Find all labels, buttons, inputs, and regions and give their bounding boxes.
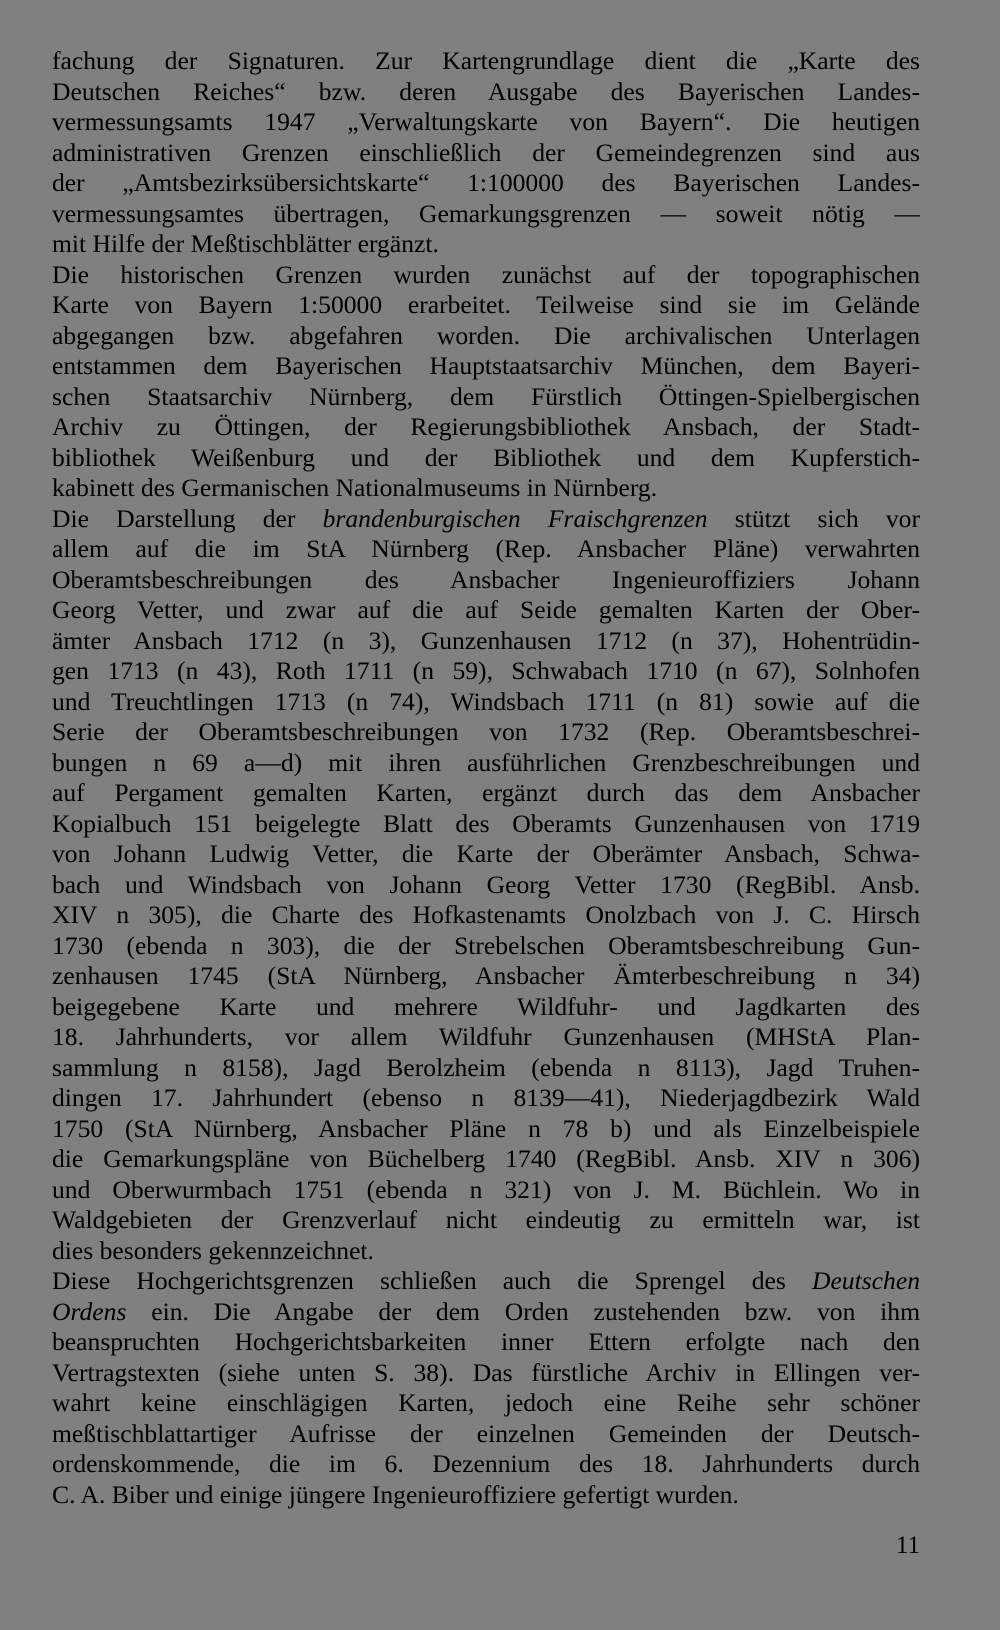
text-line xyxy=(52,900,920,931)
text-line xyxy=(52,778,920,809)
text-line xyxy=(52,565,920,596)
text-segment: bach und Windsbach von Johann Georg Vetter 1730 (RegBibl. Ansb. xyxy=(52,869,920,899)
text-segment: C. A. Biber und einige jüngere Ingenieuroffiziere gefertigt wurden. xyxy=(52,1479,739,1509)
text-line xyxy=(52,1114,920,1145)
text-segment: Karte von Bayern 1:50000 erarbeitet. Teilweise sind sie im Gelände xyxy=(52,290,920,319)
text-segment: Serie der Oberamtsbeschreibungen von 1732 (Rep. Oberamtsbeschrei- xyxy=(52,717,920,746)
text-line xyxy=(52,1327,920,1358)
text-line xyxy=(52,1297,920,1328)
italic-text: brandenburgischen Fraischgrenzen xyxy=(322,503,708,533)
text-line xyxy=(52,107,920,138)
text-segment: ämter Ansbach 1712 (n 3), Gunzenhausen 1712 (n 37), Hohentrüdin- xyxy=(52,625,920,655)
page-number: 11 xyxy=(895,1532,920,1559)
text-segment: Kopialbuch 151 beigelegte Blatt des Oberamts Gunzenhausen von 1719 xyxy=(52,808,920,838)
text-line xyxy=(52,1358,920,1389)
text-line xyxy=(52,1419,920,1450)
text-line xyxy=(52,382,920,413)
text-line xyxy=(52,443,920,474)
text-line xyxy=(52,839,920,870)
paragraph xyxy=(52,504,920,1267)
italic-text: Ordens xyxy=(52,1296,127,1326)
text-line xyxy=(52,290,920,321)
paragraph xyxy=(52,260,920,504)
text-line xyxy=(52,1083,920,1114)
text-segment: die Gemarkungspläne von Büchelberg 1740 (RegBibl. Ansb. XIV n 306) xyxy=(52,1144,920,1173)
page-body xyxy=(52,46,920,1510)
text-segment: beigegebene Karte und mehrere Wildfuhr- und Jagdkarten des xyxy=(52,991,920,1021)
text-segment: und Treuchtlingen 1713 (n 74), Windsbach 1711 (n 81) sowie auf die xyxy=(52,686,920,716)
text-line xyxy=(52,809,920,840)
text-line xyxy=(52,473,920,504)
text-line xyxy=(52,168,920,199)
text-segment: wahrt keine einschlägigen Karten, jedoch eine Reihe sehr schöner xyxy=(52,1388,920,1417)
text-segment: Vertragstexten (siehe unten S. 38). Das fürstliche Archiv in Ellingen ver- xyxy=(52,1357,920,1387)
text-segment: administrativen Grenzen einschließlich der Gemeindegrenzen sind aus xyxy=(52,137,920,167)
text-line xyxy=(52,46,920,77)
paragraph xyxy=(52,46,920,260)
text-line xyxy=(52,1205,920,1236)
text-segment: sammlung n 8158), Jagd Berolzheim (ebenda n 8113), Jagd Truhen- xyxy=(52,1052,920,1082)
text-segment: Die historischen Grenzen wurden zunächst auf der topographischen xyxy=(52,259,920,289)
text-line xyxy=(52,1388,920,1419)
italic-text: Deutschen xyxy=(811,1266,920,1295)
text-segment: auf Pergament gemalten Karten, ergänzt durch das dem Ansbacher xyxy=(52,778,920,807)
text-line xyxy=(52,412,920,443)
text-line xyxy=(52,351,920,382)
text-line xyxy=(52,626,920,657)
text-line xyxy=(52,992,920,1023)
text-segment: Die Darstellung der xyxy=(52,503,323,533)
text-segment: der „Amtsbezirksübersichtskarte“ 1:100000 des Bayerischen Landes- xyxy=(52,168,920,197)
text-segment: zenhausen 1745 (StA Nürnberg, Ansbacher Ämterbeschreibung n 34) xyxy=(52,961,920,990)
text-segment: entstammen dem Bayerischen Hauptstaatsarchiv München, dem Bayeri- xyxy=(52,351,920,380)
text-line xyxy=(52,748,920,779)
text-segment: bibliothek Weißenburg und der Bibliothek und dem Kupferstich- xyxy=(52,442,920,472)
text-segment: und Oberwurmbach 1751 (ebenda n 321) von J. M. Büchlein. Wo in xyxy=(52,1174,920,1204)
text-segment: abgegangen bzw. abgefahren worden. Die archivalischen Unterlagen xyxy=(52,320,920,350)
text-segment: Archiv zu Öttingen, der Regierungsbibliothek Ansbach, der Stadt- xyxy=(52,412,920,441)
text-segment: Georg Vetter, und zwar auf die auf Seide gemalten Karten der Ober- xyxy=(52,595,920,624)
text-segment: 1750 (StA Nürnberg, Ansbacher Pläne n 78 b) und als Einzelbeispiele xyxy=(52,1113,920,1143)
text-segment: Oberamtsbeschreibungen des Ansbacher Ingenieuroffiziers Johann xyxy=(52,564,920,594)
paragraph xyxy=(52,1266,920,1510)
text-line xyxy=(52,1236,920,1267)
text-segment: vermessungsamts 1947 „Verwaltungskarte von Bayern“. Die heutigen xyxy=(52,107,920,136)
text-segment: ordenskommende, die im 6. Dezennium des 18. Jahrhunderts durch xyxy=(52,1449,920,1478)
text-line xyxy=(52,199,920,230)
text-line xyxy=(52,77,920,108)
text-segment: dingen 17. Jahrhundert (ebenso n 8139—41), Niederjagdbezirk Wald xyxy=(52,1083,920,1112)
text-segment: schen Staatsarchiv Nürnberg, dem Fürstlich Öttingen-Spielbergischen xyxy=(52,381,920,411)
text-line xyxy=(52,931,920,962)
text-segment: ein. Die Angabe der dem Orden zustehenden bzw. von ihm xyxy=(126,1296,920,1326)
text-segment: dies besonders gekennzeichnet. xyxy=(52,1235,374,1265)
text-segment: 18. Jahrhunderts, vor allem Wildfuhr Gunzenhausen (MHStA Plan- xyxy=(52,1022,920,1051)
text-line xyxy=(52,687,920,718)
text-line xyxy=(52,1144,920,1175)
text-segment: vermessungsamtes übertragen, Gemarkungsgrenzen — soweit nötig — xyxy=(52,198,920,228)
text-line xyxy=(52,656,920,687)
text-segment: stützt sich vor xyxy=(707,503,920,533)
text-line xyxy=(52,1175,920,1206)
text-segment: kabinett des Germanischen Nationalmuseums in Nürnberg. xyxy=(52,473,658,502)
text-line xyxy=(52,1022,920,1053)
text-segment: beanspruchten Hochgerichtsbarkeiten inner Ettern erfolgte nach den xyxy=(52,1327,920,1356)
text-segment: Waldgebieten der Grenzverlauf nicht eindeutig zu ermitteln war, ist xyxy=(52,1205,920,1234)
text-segment: bungen n 69 a—d) mit ihren ausführlichen Grenzbeschreibungen und xyxy=(52,747,920,777)
text-segment: allem auf die im StA Nürnberg (Rep. Ansbacher Pläne) verwahrten xyxy=(52,534,920,563)
text-line xyxy=(52,504,920,535)
text-segment: fachung der Signaturen. Zur Kartengrundlage dient die „Karte des xyxy=(52,46,920,75)
text-line xyxy=(52,1480,920,1511)
text-segment: meßtischblattartiger Aufrisse der einzelnen Gemeinden der Deutsch- xyxy=(52,1418,920,1448)
text-line xyxy=(52,138,920,169)
text-line xyxy=(52,1266,920,1297)
text-segment: Diese Hochgerichtsgrenzen schließen auch die Sprengel des xyxy=(52,1266,812,1295)
text-line xyxy=(52,260,920,291)
text-line xyxy=(52,229,920,260)
text-segment: 1730 (ebenda n 303), die der Strebelschen Oberamtsbeschreibung Gun- xyxy=(52,930,920,960)
text-segment: von Johann Ludwig Vetter, die Karte der Oberämter Ansbach, Schwa- xyxy=(52,839,920,868)
text-line xyxy=(52,870,920,901)
text-line xyxy=(52,1053,920,1084)
text-line xyxy=(52,321,920,352)
text-line xyxy=(52,595,920,626)
text-segment: mit Hilfe der Meßtischblätter ergänzt. xyxy=(52,229,439,258)
text-line xyxy=(52,534,920,565)
text-line xyxy=(52,961,920,992)
text-line xyxy=(52,1449,920,1480)
text-line xyxy=(52,717,920,748)
text-segment: XIV n 305), die Charte des Hofkastenamts Onolzbach von J. C. Hirsch xyxy=(52,900,920,929)
text-segment: Deutschen Reiches“ bzw. deren Ausgabe des Bayerischen Landes- xyxy=(52,76,920,106)
text-segment: gen 1713 (n 43), Roth 1711 (n 59), Schwabach 1710 (n 67), Solnhofen xyxy=(52,656,920,685)
